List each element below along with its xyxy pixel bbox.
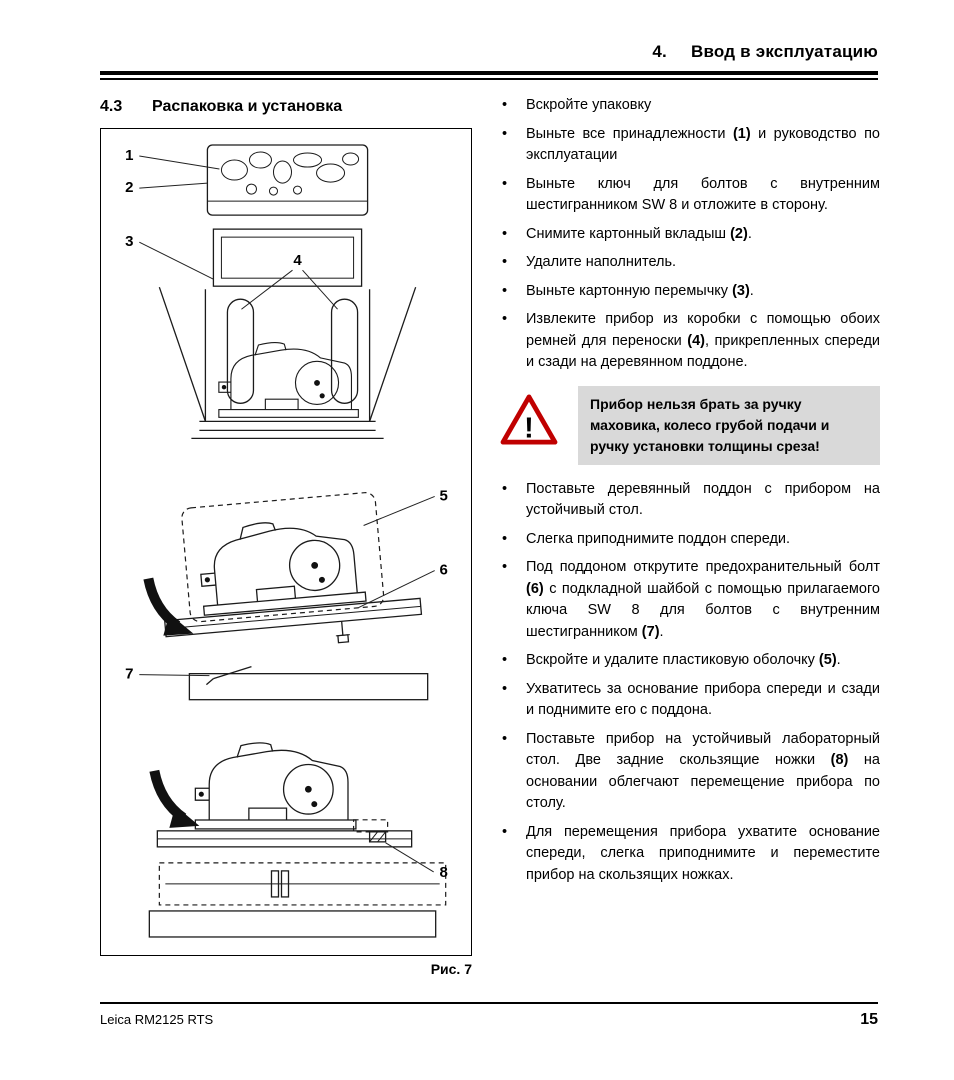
figure-caption: Рис. 7: [430, 961, 472, 977]
instruction-text: Удалите наполнитель.: [526, 254, 677, 270]
figure-callout-5: 5: [439, 487, 448, 505]
bullet-icon: •: [502, 823, 508, 840]
figure-callout-3: 3: [125, 233, 134, 251]
instruction-item: [500, 729, 880, 815]
bullet-icon: •: [502, 311, 508, 327]
instruction-item: [500, 174, 880, 217]
page-number: 15: [860, 1011, 878, 1028]
microtome-drawing: [195, 743, 356, 829]
chapter-title: Ввод в эксплуатацию: [690, 42, 878, 61]
bullet-icon: •: [502, 680, 508, 697]
instruction-text: Поставьте прибор на устойчивый лабораторный стол. Две задние скользящие ножки (8) на основании облегчают перемещение прибора по столу.: [526, 730, 880, 811]
instruction-text: Вскройте и удалите пластиковую оболочку (5).: [526, 652, 841, 668]
instruction-item: [500, 557, 880, 643]
chapter-heading: [100, 42, 878, 62]
bullet-icon: •: [502, 530, 508, 547]
instruction-text: Для перемещения прибора ухватите основание спереди, слегка приподнимите и переместите прибор на скользящих ножках.: [526, 823, 880, 883]
instruction-item: [500, 252, 880, 274]
figure-callout-7: 7: [125, 665, 134, 683]
instruction-item: [500, 309, 880, 374]
instruction-text: Выньте картонную перемычку (3).: [526, 282, 754, 299]
instruction-item: [500, 679, 880, 722]
instruction-text: Выньте все принадлежности (1) и руководство по эксплуатации: [526, 125, 880, 163]
figure-7-drawing: [101, 129, 471, 955]
instruction-item: [500, 281, 880, 303]
microtome-drawing: [197, 515, 366, 616]
instruction-item: [500, 124, 880, 167]
instruction-item: [500, 650, 880, 672]
footer-model: Leica RM2125 RTS: [100, 1012, 214, 1027]
instruction-text: Слегка приподнимите поддон спереди.: [526, 530, 791, 547]
instructions-column: [500, 95, 880, 893]
bullet-icon: •: [502, 125, 508, 142]
bullet-icon: •: [502, 254, 508, 270]
instruction-list-after-warning: [500, 479, 880, 887]
instruction-item: [500, 224, 880, 246]
drawing-pallet-tilted: [139, 489, 434, 700]
instruction-item: [500, 95, 880, 117]
figure-callout-8: 8: [439, 863, 448, 881]
instruction-text: Снимите картонный вкладыш (2).: [526, 225, 752, 242]
instruction-text: Поставьте деревянный поддон с прибором на устойчивый стол.: [526, 480, 880, 518]
page-header: [100, 42, 878, 80]
page-footer: [100, 1011, 878, 1029]
footer-divider: [100, 1002, 878, 1004]
warning-box: [578, 386, 880, 465]
figure-callout-4: 4: [293, 252, 302, 270]
bullet-icon: •: [502, 730, 508, 747]
bullet-icon: •: [502, 480, 508, 497]
figure-callout-6: 6: [439, 561, 448, 579]
section-number: 4.3: [100, 98, 123, 115]
instruction-text: Выньте ключ для болтов с внутренним шестигранником SW 8 и отложите в сторону.: [526, 175, 880, 213]
push-arrow-icon: [154, 771, 199, 828]
section-title-text: Распаковка и установка: [152, 98, 343, 115]
instruction-text: Вскройте упаковку: [526, 97, 652, 113]
warning-exclamation: !: [524, 411, 534, 444]
section-title: [100, 98, 342, 116]
bullet-icon: •: [502, 97, 508, 113]
drawing-unpacking-box: [139, 145, 415, 438]
figure-callout-1: 1: [125, 147, 134, 165]
bullet-icon: •: [502, 282, 508, 299]
instruction-item: [500, 529, 880, 551]
instruction-text: Извлеките прибор из коробки с помощью обоих ремней для переноски (4), прикрепленных спереди и сзади на деревянном поддоне.: [526, 311, 880, 370]
bullet-icon: •: [502, 652, 508, 668]
instruction-item: [500, 479, 880, 522]
bullet-icon: •: [502, 175, 508, 192]
warning-triangle-icon: [500, 394, 558, 454]
instruction-item: [500, 822, 880, 887]
microtome-drawing: [219, 343, 358, 418]
figure-box: [100, 128, 472, 956]
instruction-list-before-warning: [500, 95, 880, 374]
warning-block: [500, 386, 880, 465]
header-rule-heavy: [100, 71, 878, 75]
warning-text: Прибор нельзя брать за ручку маховика, колесо грубой подачи и ручку установки толщины среза!: [590, 395, 830, 454]
chapter-number: 4.: [652, 42, 667, 61]
bullet-icon: •: [502, 559, 508, 575]
instruction-text: Под поддоном открутите предохранительный болт (6) с подкладной шайбой с помощью прилагаемого ключа SW 8 для болтов с внутренним шестигранником (7).: [526, 559, 880, 640]
figure-callout-2: 2: [125, 179, 134, 197]
drawing-sliding-feet: [149, 743, 445, 937]
instruction-text: Ухватитесь за основание прибора спереди и сзади и поднимите его с поддона.: [526, 680, 880, 718]
header-rule-light: [100, 78, 878, 80]
bullet-icon: •: [502, 225, 508, 242]
